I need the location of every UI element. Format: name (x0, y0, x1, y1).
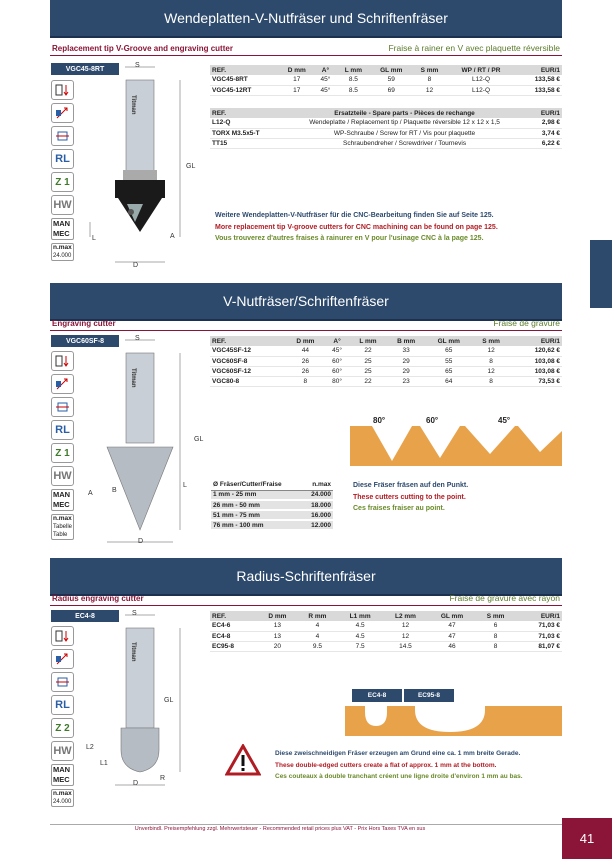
table-cell: 13 (257, 631, 297, 641)
cutter-drawing (85, 610, 205, 810)
dim-l2: L2 (86, 744, 94, 751)
table-cell: 6 (476, 621, 515, 631)
radius-profile (345, 706, 562, 736)
dim-s: S (135, 62, 140, 69)
table-cell: TORX M3.5x5-T (210, 128, 277, 138)
column-header: REF. (210, 336, 286, 346)
brand-label: Titman (130, 368, 136, 388)
product-code: EC4-8 (51, 610, 119, 622)
column-header: EUR/1 (515, 65, 562, 75)
table-cell: 4.5 (337, 621, 382, 631)
table-cell: 81,07 € (515, 641, 562, 651)
nmax-badge: n.max Tabelle Table (53, 515, 73, 538)
table-cell: 26 (286, 356, 325, 366)
column-header: REF. (210, 65, 279, 75)
dim-a: A (88, 490, 93, 497)
table-cell: WP-Schraube / Screw for RT / Vis pour plaquette (277, 128, 531, 138)
table-cell: 12 (412, 85, 447, 95)
table-cell: 13 (257, 621, 297, 631)
table-cell: 8 (476, 641, 515, 651)
table-cell: VGC45-8RT (210, 75, 279, 85)
table-row (211, 490, 333, 500)
info-note: Diese zweischneidigen Fräser erzeugen am Grund eine ca. 1 mm breite Gerade. These double-edged cutters create a flat of approx. 1 mm at the bottom. Ces couteaux à double tranchant créent une ligne droite d'environ 1 mm au bas. (275, 750, 523, 780)
table-cell: 16.000 (303, 510, 333, 520)
nmax-badge: n.max 24.000 (51, 243, 74, 261)
table-cell: 26 mm - 50 mm (211, 500, 303, 510)
table-cell: 8 (412, 75, 447, 85)
table-row (210, 376, 562, 386)
table-cell: 22 (349, 376, 386, 386)
table-cell: 46 (428, 641, 476, 651)
table-cell: 22 (349, 346, 386, 356)
rotation-rl-badge: RL (51, 149, 74, 169)
section-subtitle: Engraving cutter Fraise de gravure (50, 318, 562, 331)
table-cell: 25 (349, 366, 386, 376)
nmax-table (211, 480, 333, 531)
table-cell: EC95-8 (210, 641, 257, 651)
table-row (211, 510, 333, 520)
dim-d: D (133, 262, 139, 269)
column-header: S mm (476, 611, 515, 621)
table-cell: 45° (314, 75, 336, 85)
rotation-rl-badge: RL (51, 420, 74, 440)
table-cell: 14.5 (383, 641, 428, 651)
spare-parts-table (210, 108, 562, 149)
plunge-icon (51, 103, 74, 123)
table-cell: 60° (325, 356, 349, 366)
table-cell: 8 (472, 376, 510, 386)
product-table (210, 65, 562, 96)
column-header: EUR/1 (515, 611, 562, 621)
table-cell: L12-Q (447, 75, 515, 85)
table-cell: L12-Q (447, 85, 515, 95)
dim-s: S (132, 610, 137, 617)
man-mec-badge: MAN MEC (51, 489, 74, 511)
angle-label: 80° (373, 416, 386, 425)
table-cell: VGC45SF-12 (210, 346, 286, 356)
table-row (211, 500, 333, 510)
table-cell: 45° (325, 346, 349, 356)
man-mec-badge: MAN MEC (51, 218, 74, 240)
column-header: WP / RT / PR (447, 65, 515, 75)
table-cell: 18.000 (303, 500, 333, 510)
feed-icon (51, 126, 74, 146)
column-header: GL mm (426, 336, 472, 346)
table-cell: 120,62 € (510, 346, 562, 356)
table-cell: 65 (426, 346, 472, 356)
section-title: Radius-Schriftenfräser (50, 558, 562, 596)
table-row (211, 520, 333, 530)
profile-badge: EC4-8 (352, 689, 402, 702)
table-cell: 65 (426, 366, 472, 376)
page-number: 41 (562, 818, 612, 859)
feed-icon (51, 397, 74, 417)
product-table (210, 611, 562, 652)
dim-gl: GL (186, 163, 196, 170)
column-header: S mm (472, 336, 510, 346)
table-cell: 1 mm - 25 mm (211, 490, 303, 500)
table-row (210, 85, 562, 95)
column-header: D mm (286, 336, 325, 346)
column-header: GL mm (370, 65, 412, 75)
dim-l: L (92, 235, 96, 242)
table-cell: 80° (325, 376, 349, 386)
column-header: n.max (303, 480, 333, 490)
direction-icon (51, 351, 74, 371)
table-cell: 51 mm - 75 mm (211, 510, 303, 520)
table-cell: 4 (297, 631, 337, 641)
column-header: B mm (387, 336, 426, 346)
dim-d: D (138, 538, 144, 545)
table-row (210, 128, 562, 138)
feed-icon (51, 672, 74, 692)
direction-icon (51, 626, 74, 646)
table-cell: 12 (383, 621, 428, 631)
table-row (210, 138, 562, 148)
flutes-badge: Z 1 (51, 443, 74, 463)
column-header: L2 mm (383, 611, 428, 621)
table-cell: 25 (349, 356, 386, 366)
flutes-badge: Z 1 (51, 172, 74, 192)
info-note: Diese Fräser fräsen auf den Punkt. These cutters cutting to the point. Ces fraises fraiser au point. (353, 482, 469, 512)
table-cell: 47 (428, 631, 476, 641)
chapter-tab (590, 240, 612, 308)
table-cell: EC4-8 (210, 631, 257, 641)
info-note: Weitere Wendeplatten-V-Nutfräser für die CNC-Bearbeitung finden Sie auf Seite 125. More replacement tip V-groove cutters for CNC machining can be found on page 125. Vous trouverez d'autres fraises à rainurer en V pour l'usinage CNC à la page 125. (215, 212, 498, 242)
flutes-badge: Z 2 (51, 718, 74, 738)
table-cell: 4.5 (337, 631, 382, 641)
material-hw-badge: HW (51, 741, 74, 761)
dim-b: B (112, 487, 117, 494)
table-cell: VGC80-8 (210, 376, 286, 386)
direction-icon (51, 80, 74, 100)
table-cell: 7.5 (337, 641, 382, 651)
table-cell: 33 (387, 346, 426, 356)
table-cell: 8 (472, 356, 510, 366)
rotation-rl-badge: RL (51, 695, 74, 715)
table-row (210, 356, 562, 366)
table-cell: 23 (387, 376, 426, 386)
warning-icon (225, 744, 261, 776)
table-cell: 12 (472, 346, 510, 356)
table-cell: VGC60SF-12 (210, 366, 286, 376)
table-row (210, 366, 562, 376)
material-hw-badge: HW (51, 466, 74, 486)
material-hw-badge: HW (51, 195, 74, 215)
table-row (210, 641, 562, 651)
table-cell: Schraubendreher / Screwdriver / Tournevis (277, 138, 531, 148)
nmax-badge: n.max 24.000 (51, 789, 74, 807)
table-row (210, 621, 562, 631)
table-cell: 69 (370, 85, 412, 95)
column-header: R mm (297, 611, 337, 621)
dim-gl: GL (164, 697, 174, 704)
table-cell: 59 (370, 75, 412, 85)
table-cell: 4 (297, 621, 337, 631)
table-row (210, 631, 562, 641)
table-cell: 8 (286, 376, 325, 386)
table-cell: 45° (314, 85, 336, 95)
table-cell: 8 (476, 631, 515, 641)
table-cell: 17 (279, 75, 314, 85)
column-header: REF. (210, 108, 277, 118)
section-title: V-Nutfräser/Schriftenfräser (50, 283, 562, 321)
table-cell: 103,08 € (510, 356, 562, 366)
table-cell: Wendeplatte / Replacement tip / Plaquette réversible 12 x 12 x 1,5 (277, 118, 531, 128)
dim-s: S (135, 335, 140, 342)
column-header: Ersatzteile - Spare parts - Pièces de rechange (277, 108, 531, 118)
table-cell: 24.000 (303, 490, 333, 500)
table-cell: 12.000 (303, 520, 333, 530)
table-cell: L12-Q (210, 118, 277, 128)
table-cell: 12 (383, 631, 428, 641)
table-cell: VGC60SF-8 (210, 356, 286, 366)
table-cell: 29 (387, 366, 426, 376)
table-cell: 26 (286, 366, 325, 376)
table-cell: 12 (472, 366, 510, 376)
plunge-icon (51, 649, 74, 669)
table-cell: 64 (426, 376, 472, 386)
table-cell: 44 (286, 346, 325, 356)
profile-badge: EC95-8 (404, 689, 454, 702)
table-cell: 73,53 € (510, 376, 562, 386)
dim-r: R (160, 775, 166, 782)
dim-a: A (170, 233, 175, 240)
table-cell: 76 mm - 100 mm (211, 520, 303, 530)
groove-profile (350, 426, 562, 466)
icon-column (51, 351, 75, 540)
brand-label: Titman (130, 95, 136, 115)
plunge-icon (51, 374, 74, 394)
icon-column (51, 626, 75, 807)
angle-label: 60° (426, 416, 439, 425)
column-header: D mm (257, 611, 297, 621)
table-cell: 2,98 € (532, 118, 562, 128)
dim-l: L (183, 482, 187, 489)
product-code: VGC60SF-8 (51, 335, 119, 347)
column-header: D mm (279, 65, 314, 75)
column-header: GL mm (428, 611, 476, 621)
section-title: Wendeplatten-V-Nutfräser und Schriftenfräser (50, 0, 562, 38)
column-header: EUR/1 (510, 336, 562, 346)
table-cell: 60° (325, 366, 349, 376)
table-cell: 71,03 € (515, 621, 562, 631)
dim-l1: L1 (100, 760, 108, 767)
dim-gl: GL (194, 436, 204, 443)
table-row (210, 118, 562, 128)
table-cell: TT15 (210, 138, 277, 148)
brand-label: Titman (130, 642, 136, 662)
column-header: L mm (349, 336, 386, 346)
section-subtitle: Radius engraving cutter Fraise de gravure avec rayon (50, 593, 562, 606)
table-cell: 8.5 (336, 75, 370, 85)
table-cell: 47 (428, 621, 476, 631)
angle-label: 45° (498, 416, 511, 425)
table-cell: 29 (387, 356, 426, 366)
man-mec-badge: MAN MEC (51, 764, 74, 786)
table-row (210, 75, 562, 85)
table-cell: 133,58 € (515, 75, 562, 85)
table-cell: 103,08 € (510, 366, 562, 376)
table-cell: 8.5 (336, 85, 370, 95)
column-header: EUR/1 (532, 108, 562, 118)
icon-column (51, 80, 75, 261)
table-cell: VGC45-12RT (210, 85, 279, 95)
cutter-drawing (85, 335, 205, 550)
section-subtitle: Replacement tip V-Groove and engraving cutter Fraise à rainer en V avec plaquette réversible (50, 43, 562, 56)
column-header: A° (314, 65, 336, 75)
table-cell: 71,03 € (515, 631, 562, 641)
dim-d: D (133, 780, 139, 787)
table-cell: 17 (279, 85, 314, 95)
column-header: REF. (210, 611, 257, 621)
column-header: S mm (412, 65, 447, 75)
product-code: VGC45-8RT (51, 63, 119, 75)
column-header: Ø Fräser/Cutter/Fraise (211, 480, 303, 490)
footer: Unverbindl. Preisempfehlung zzgl. Mehrwertsteuer - Recommended retail prices plus VAT - Prix Hors Taxes TVA en sus (0, 818, 612, 859)
product-table (210, 336, 562, 387)
table-row (210, 346, 562, 356)
column-header: A° (325, 336, 349, 346)
table-cell: 20 (257, 641, 297, 651)
column-header: L mm (336, 65, 370, 75)
table-cell: 9.5 (297, 641, 337, 651)
table-cell: 6,22 € (532, 138, 562, 148)
table-cell: EC4-6 (210, 621, 257, 631)
column-header: L1 mm (337, 611, 382, 621)
table-cell: 133,58 € (515, 85, 562, 95)
table-cell: 3,74 € (532, 128, 562, 138)
table-cell: 55 (426, 356, 472, 366)
